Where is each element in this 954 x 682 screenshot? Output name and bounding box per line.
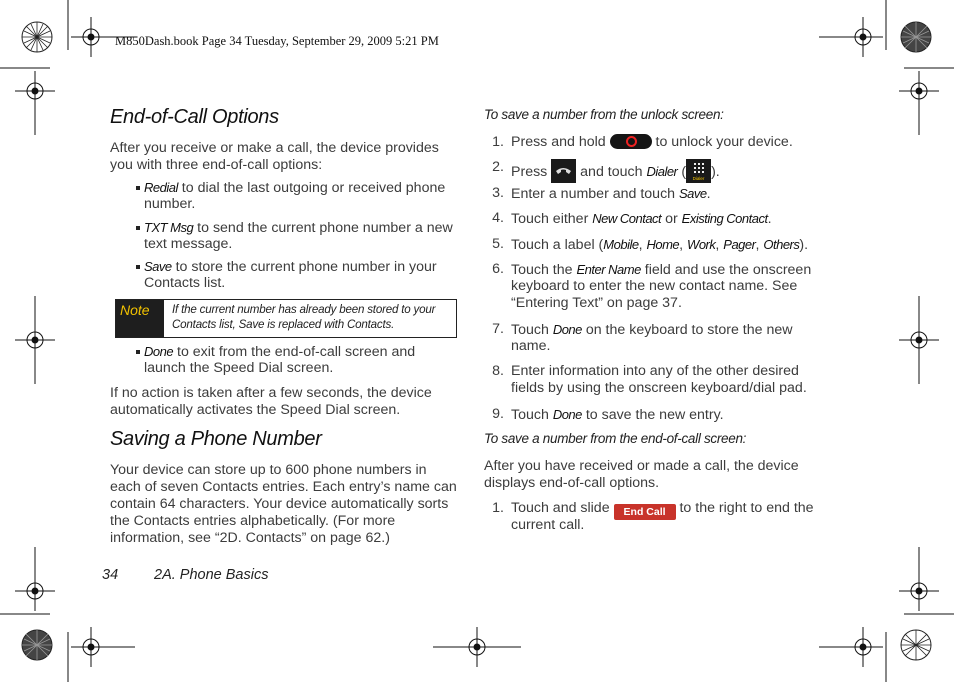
step-text: Touch and slide	[511, 500, 614, 516]
bullet-term: Done	[144, 344, 174, 359]
step-text: ,	[679, 237, 688, 253]
end-call-slider-icon: End Call	[614, 504, 676, 520]
note-line-2: Contacts list, Save is replaced with Contacts.	[172, 318, 395, 331]
phone-key-icon	[551, 159, 576, 183]
bullet-term: TXT Msg	[144, 220, 194, 235]
bullet-term: Redial	[144, 180, 178, 195]
bullet-save-cont: Contacts list.	[144, 275, 226, 291]
step-6	[511, 261, 811, 279]
bullet-term: Save	[144, 259, 172, 274]
saving-line-4: the Contacts entries alphabetically. (For more	[110, 513, 396, 529]
bullet-square-icon	[136, 226, 140, 230]
step-8: Enter information into any of the other desired	[511, 363, 799, 379]
step-term: Dialer	[646, 164, 678, 179]
step-text: to the right to end the	[675, 500, 814, 516]
subheading-end-of-call-screen: To save a number from the end-of-call screen:	[484, 431, 747, 446]
print-header: M850Dash.book Page 34 Tuesday, September 29, 2009 5:21 PM	[115, 34, 439, 48]
bullet-square-icon	[136, 350, 140, 354]
step-text: Touch the	[511, 262, 577, 278]
step-6-line-3: “Entering Text” on page 37.	[511, 295, 682, 311]
bullet-txt-msg-cont: text message.	[144, 236, 233, 252]
page-number: 34	[102, 567, 119, 583]
step-text: ,	[638, 237, 647, 253]
step-text: to save the new entry.	[581, 407, 724, 423]
bullet-redial-cont: number.	[144, 196, 196, 212]
step-1	[511, 134, 793, 151]
step-text: Touch	[511, 407, 553, 423]
step-text: and touch	[576, 164, 647, 180]
step-text: .	[706, 186, 711, 202]
step-term: Existing Contact	[681, 211, 768, 226]
step-number: 7.	[492, 321, 504, 337]
no-action-line-2: automatically activates the Speed Dial screen.	[110, 402, 401, 418]
bullet-txt-msg	[136, 219, 453, 237]
step-number: 4.	[492, 210, 504, 226]
note-text	[172, 302, 450, 332]
bullet-square-icon	[136, 265, 140, 269]
step-7-line-2: name.	[511, 338, 551, 354]
bullet-text: to send the current phone number a new	[193, 220, 453, 236]
saving-line-1: Your device can store up to 600 phone numbers in	[110, 462, 427, 478]
saving-line-2: each of seven Contacts entries. Each entry’s name can	[110, 479, 457, 495]
step-text: Press and hold	[511, 134, 610, 150]
saving-line-3: contain 64 characters. Your device automatically sorts	[110, 496, 449, 512]
bullet-text: to dial the last outgoing or received phone	[177, 180, 446, 196]
note-box	[115, 299, 457, 338]
step-number: 8.	[492, 363, 504, 379]
step-number: 9.	[492, 406, 504, 422]
step-term: Enter Name	[576, 262, 641, 277]
bullet-redial	[136, 179, 445, 197]
subheading-unlock-screen: To save a number from the unlock screen:	[484, 107, 724, 122]
step-text: .	[767, 211, 772, 227]
step-text: (	[677, 164, 687, 180]
step-3	[511, 185, 711, 203]
step-number: 1.	[492, 500, 504, 516]
step-text: Enter a number and touch	[511, 186, 679, 202]
bullet-done-cont: launch the Speed Dial screen.	[144, 360, 334, 376]
step-term: Others	[763, 237, 800, 252]
step-number: 2.	[492, 159, 504, 175]
step-text: or	[661, 211, 682, 227]
bullet-text: to store the current phone number in your	[171, 259, 437, 275]
step-text: ).	[799, 237, 809, 253]
step-6-line-2: keyboard to enter the new contact name. See	[511, 278, 798, 294]
step-text: Touch either	[511, 211, 593, 227]
step-2	[511, 159, 720, 183]
step-term: Mobile	[603, 237, 639, 252]
step-text: on the keyboard to store the new	[581, 322, 793, 338]
step-8-line-2: fields by using the onscreen keyboard/dial pad.	[511, 380, 807, 396]
step-number: 5.	[492, 236, 504, 252]
no-action-line-1: If no action is taken after a few seconds, the device	[110, 385, 432, 401]
step-5	[511, 236, 808, 254]
bullet-text: to exit from the end-of-call screen and	[173, 344, 416, 360]
step-term: Pager	[723, 237, 756, 252]
step-term: Done	[552, 407, 582, 422]
step-text: field and use the onscreen	[640, 262, 812, 278]
step-term: Save	[679, 186, 707, 201]
step-text: ).	[711, 164, 720, 180]
step-term: Done	[552, 322, 582, 337]
section-name: 2A. Phone Basics	[154, 567, 269, 583]
note-line-1: If the current number has already been stored to your	[172, 303, 436, 316]
step-4	[511, 210, 772, 228]
intro-line-2: you with three end-of-call options:	[110, 157, 323, 173]
intro-line-1: After you receive or make a call, the device provides	[110, 140, 439, 156]
step-text: Touch a label (	[511, 237, 604, 253]
section-title-end-of-call: End-of-Call Options	[110, 106, 279, 128]
note-label: Note	[116, 300, 164, 337]
bullet-done	[136, 343, 415, 361]
section-title-saving: Saving a Phone Number	[110, 428, 322, 450]
bullet-square-icon	[136, 186, 140, 190]
step-7	[511, 321, 792, 339]
after-call-line-1: After you have received or made a call, the device	[484, 458, 799, 474]
step-9	[511, 406, 724, 424]
step-end-call-line-2: current call.	[511, 517, 585, 533]
step-number: 3.	[492, 185, 504, 201]
step-text: ,	[715, 237, 724, 253]
step-text: to unlock your device.	[651, 134, 793, 150]
step-term: Work	[687, 237, 716, 252]
dialer-icon-label: Dialer	[692, 176, 705, 181]
bullet-save	[136, 258, 437, 276]
step-text: Press	[511, 164, 552, 180]
dialer-icon	[686, 159, 711, 183]
power-button-icon	[610, 134, 652, 149]
step-text: Touch	[511, 322, 553, 338]
step-term: Home	[646, 237, 680, 252]
step-text: ,	[755, 237, 764, 253]
step-number: 1.	[492, 134, 504, 150]
step-number: 6.	[492, 261, 504, 277]
after-call-line-2: displays end-of-call options.	[484, 475, 660, 491]
step-term: New Contact	[592, 211, 662, 226]
saving-line-5: information, see “2D. Contacts” on page 62.)	[110, 530, 390, 546]
